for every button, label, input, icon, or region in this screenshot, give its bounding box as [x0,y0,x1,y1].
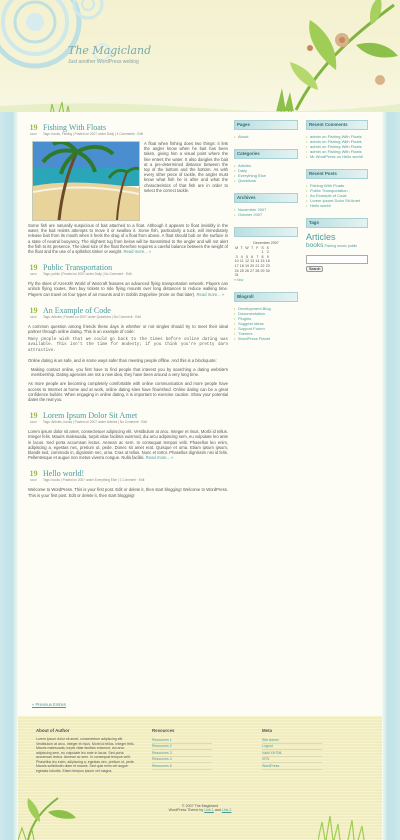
post-meta: Tags: Articles | Posted on 2007 under Questions | No Comment · Edit [43,314,141,319]
calendar-title-bar [234,227,298,237]
footer-resources [152,728,212,770]
widget-title: Recent Posts [306,169,368,179]
widget-archives [234,193,298,217]
post-paragraph: Online dating is as safe, and in some ways safer than meeting people offline. And this is a blockquote: [28,357,217,363]
copyright-line: © 2007 The Magicland [181,804,219,808]
category-link[interactable]: • Everything Else [234,173,298,178]
comment-item[interactable]: • admin on Fishing With Floats [306,134,368,139]
footer-title: Resources [152,728,175,733]
calendar-day: 22 [260,263,265,268]
blogroll-link[interactable]: • Suggest Ideas [234,321,298,326]
search-button[interactable]: Search [306,266,323,272]
footer-link-2[interactable]: Link 2 [221,808,232,813]
post-date: 19 NOV [29,411,38,425]
comment-item[interactable]: • admin on Fishing With Floats [306,144,368,149]
resource-link[interactable]: Resources 1 [152,737,212,744]
calendar-day: 6 [251,254,254,259]
category-link[interactable]: • Articles [234,163,298,168]
code-block: Many people wish that we could go back to the times before online dating was available. This isn't the time for modesty; if you think you're pretty darn attractive. [28,338,228,353]
tag-link[interactable]: music [337,244,347,248]
calendar-day: 1 [261,250,264,255]
category-link[interactable]: • Questions [234,178,298,183]
post-date: 19 NOV [29,123,38,136]
blogroll-link[interactable]: • Support Forum [234,326,298,331]
footer-title: About of Author [36,728,70,733]
sidebar-left [234,120,298,351]
calendar-day: 20 [250,263,255,268]
widget-title: Categories [234,149,298,159]
widget-tags [306,218,368,272]
post-paragraph: Some fish are naturally suspicious of bait attached to a float. Although it appears to float invisibly in the water, the bait resists attempts to move it or swallow it. Some fish, particularly a tuck, will immediately release bait from its mouth when it feels the drag of a float from above. A float should bob on the surface in a state of neutral buoyancy. The slightest tug from below will be transmitted to the angler and will not alert the fish to its presence. The ideal size of the float therefore requires a careful balance between the weight of the float and the use of a splitshot sinker or weight. Read more... » [28,223,228,255]
calendar-day: 15 [260,259,265,264]
footer-title: Meta [262,728,273,733]
archive-link[interactable]: • October 2007 [234,212,298,217]
calendar-table [234,246,270,278]
meta-link[interactable]: XFN [262,757,322,764]
archive-link[interactable]: • November 2007 [234,207,298,212]
calendar-day: 11 [239,259,244,264]
comment-item[interactable]: • Mr WordPress on Hello world! [306,154,368,159]
meta-link[interactable]: Logout [262,744,322,751]
resource-link[interactable]: Resources 3 [152,750,212,757]
post-paragraph: A float when fishing does two things: it lets the angler know when he bait has been taken, giving him a visual point where the line enters the water. It also dangles the bait at a pre-determined distance between the top of the bottom and the bottom. As with every other piece of tackle, the angler must know what fish he is after and what the characteristics of that fish are in order to select the correct tackle. [144,141,228,193]
calendar-day: 3 [235,254,238,259]
resource-link[interactable]: Resources 4 [152,757,212,764]
read-more-link[interactable]: Read more... » [196,291,225,297]
post-date: 19 NOV [29,263,38,277]
calendar-day: 7 [256,254,259,259]
calendar-day: 23 [265,263,270,268]
widget-title: Tags [306,218,368,228]
grass-decoration [0,96,400,112]
post-meta: Tags: books | Posted on 2007 under Everything Else | 1 Comment · Edit [43,478,145,483]
post-meta: Tags: public | Posted on 2007 under Daily | No Comment · Edit [43,272,132,277]
calendar-day: 19 [244,263,249,268]
recent-post-link[interactable]: • Lorem Ipsum Dolor Sit Amet [306,198,368,203]
widget-recent-posts [306,169,368,208]
tag-link[interactable]: books [306,242,324,249]
comment-item[interactable]: • admin on Fishing With Floats [306,139,368,144]
read-more-link[interactable]: Read more... » [123,249,152,255]
tag-link[interactable]: Articles [306,232,336,242]
main-content [28,124,228,508]
widget-title: Blogroll [234,292,298,302]
beach-image [32,141,140,221]
post-meta: Tags: books, Fishing | Posted on 2007 under Daily | 4 Comments · Edit [43,132,143,136]
tag-link[interactable]: public [347,244,358,248]
post-title[interactable]: An Example of Code [43,305,111,315]
calendar-day: 12 [244,259,249,264]
calendar-day: 17 [234,263,239,268]
sidebar-right [306,120,368,282]
calendar-header: S [261,245,264,250]
footer-meta [262,728,322,770]
recent-post-link[interactable]: • Hello world! [306,203,368,208]
post-title[interactable]: Lorem Ipsum Dolor Sit Amet [43,411,138,421]
resource-link[interactable]: Resources 5 [152,763,212,770]
calendar-day: 25 [239,268,244,273]
blockquote: Making contact online, you first have to find people that interest you by searching a dating website's membership. Dating agencies are not a new idea, they have been around a very long time. [31,367,228,378]
blogroll-link[interactable]: • WordPress Planet [234,336,298,341]
meta-link[interactable]: Valid XHTML [262,750,322,757]
calendar-day: 16 [265,259,270,264]
calendar-day: 10 [234,259,239,264]
recent-post-link[interactable]: • Fishing With Floats [306,183,368,188]
widget-categories [234,149,298,183]
widget-recent-comments [306,120,368,159]
calendar-day: 4 [240,254,243,259]
calendar-header: T [251,245,254,250]
calendar-day: 24 [234,268,239,273]
post-date: 19 NOV [29,469,38,483]
widget-pages [234,120,298,139]
post-date: 19 NOV [29,305,38,319]
blogroll-link[interactable]: • Documentation [234,311,298,316]
calendar-day: 5 [245,254,248,259]
post-title[interactable]: Hello world! [43,469,85,479]
calendar-header: F [256,245,259,250]
previous-entries-link[interactable]: « Previous Entries [32,702,66,707]
calendar-day: 30 [265,268,270,273]
calendar-caption: December 2007 [253,241,279,245]
search-input[interactable] [306,255,368,264]
blogroll-link[interactable]: • Plugins [234,316,298,321]
calendar-prev-link[interactable]: « Nov [234,277,244,282]
calendar-day: 27 [250,268,255,273]
header [0,0,400,112]
calendar-header: S [266,245,269,250]
blogroll-link[interactable]: • Themes [234,331,298,336]
calendar-day: 21 [255,263,260,268]
post-title[interactable]: Public Transportation [43,263,113,273]
meta-link[interactable]: Site Admin [262,737,322,744]
category-link[interactable]: • Daily [234,168,298,173]
calendar-day: 8 [261,254,264,259]
meta-link[interactable]: WordPress [262,763,322,770]
post-meta: Tags: Articles, books | Posted on 2007 under Articles | No Comment · Edit [43,420,147,425]
calendar-day: 26 [244,268,249,273]
calendar-day: 18 [239,263,244,268]
calendar-day: 29 [260,268,265,273]
resource-link[interactable]: Resources 2 [152,744,212,751]
post-paragraph: Welcome to WordPress. This is your first post. Edit or delete it, then start blogging! Welcome to WordPress. This is your first post. Edit or delete it, then start blogging! [28,487,228,498]
widget-calendar [234,227,298,282]
footer-about-text: Lorem ipsum dolor sit amet, consectetuer adipiscing elit. Vestibulum at arcu. Integer et risus. Morbi id tellus. Integer felis. Mauris malesuada, turpis vitae facilisis euismod, dui arcu adipiscing sem, eu vulputate leo ante in lacus. Sed porta accumsan lectus. Aenean ac sem. In consequat tempus velit. Phasellus leo enim, adipiscing a, egestas nec, pretium ut, pede. Mauris sollicitudin diam et mauris. Sed quis enim vel augue egestas lobortis. Etiam tempus ipsum vel magna. [36,737,135,773]
footer-about [36,728,140,773]
site-title[interactable]: The Magicland [68,44,152,57]
footer-link-1[interactable]: Link 1 [204,808,214,813]
post-paragraph: As more people are becoming completely comfortable with online communication and more people have access to Internet at home and at work, online dating sites have flourished. Online dating can be a great confidence builder. When engaging in online dating, it is important to exercise caution. Show your potential dates the real you. [28,381,228,403]
post-paragraph: A common question among friends these days is whether or not singles should try to meet their ideal partner through online dating. This is an example of code: [28,323,228,335]
site-description: Just another WordPress weblog [68,59,139,65]
widget-title: Pages [234,120,298,130]
recent-post-link[interactable]: • An Example of Code [306,193,368,198]
calendar-day: 31 [234,273,239,278]
widget-title: Archives [234,193,298,203]
calendar-header: W [245,245,249,250]
widget-blogroll [234,292,298,341]
read-more-link[interactable]: Read more... » [145,455,174,461]
calendar-day: 13 [250,259,255,264]
footer [18,716,382,840]
page-link[interactable]: • About [234,134,298,139]
blogroll-link[interactable]: • Development Blog [234,306,298,311]
post-title[interactable]: Fishing With Floats [43,123,107,132]
calendar-day: 9 [266,254,269,259]
calendar-day: 14 [255,259,260,264]
calendar-day: 2 [266,250,269,255]
calendar-header: T [240,245,243,250]
post-paragraph: Fly the skies of Azeroth! World of Warcraft features an advanced flying transportation network. Players can unlock flying routes, then buy tickets to ride flying mounts over long distances to reduce walking time. Players can travel on four types of air mounts and in Goblin Zeppeline (more on that later). Read more... » [28,281,228,297]
post [28,124,228,254]
post [28,264,228,297]
post [28,307,228,402]
credits-line: WordPress Theme by Link 1 and Link 2 [168,808,232,813]
copyright [18,804,382,813]
post [28,412,228,460]
comment-item[interactable]: • admin on Fishing With Floats [306,149,368,154]
post [28,470,228,497]
recent-post-link[interactable]: • Public Transportation [306,188,368,193]
tag-link[interactable]: Fishing [324,244,337,248]
widget-title: Recent Comments [306,120,368,130]
calendar-header: M [235,245,239,250]
footer-leaf-decoration [18,792,88,840]
post-paragraph: Lorem ipsum dolor sit amet, consectetuer adipiscing elit. Vestibulum at arcu. Integer et risus. Morbi id tellus. Integer felis. Mauris malesuada, turpis vitae facilisis euismod, dui arcu adipiscing sem, eu vulputate leo ante in lacus. Sed porta accumsan lectus. Aenean ac sem. In consequat tempus velit. Phasellus leo enim, adipiscing a, egestas nec, pretium ut, pede. Donec sit amet erat. Quisque et urna. Etiam ipsum ipsum, blandit sed, commodo in, dignissim nec, urna. Cras ut tellus. Nunc et tortor. Phasellus dignissim nisi id felis. Pellentesque et augue non metus viverra congue. Nulla facilisi. Read more... » [28,429,228,461]
calendar-day: 28 [255,268,260,273]
